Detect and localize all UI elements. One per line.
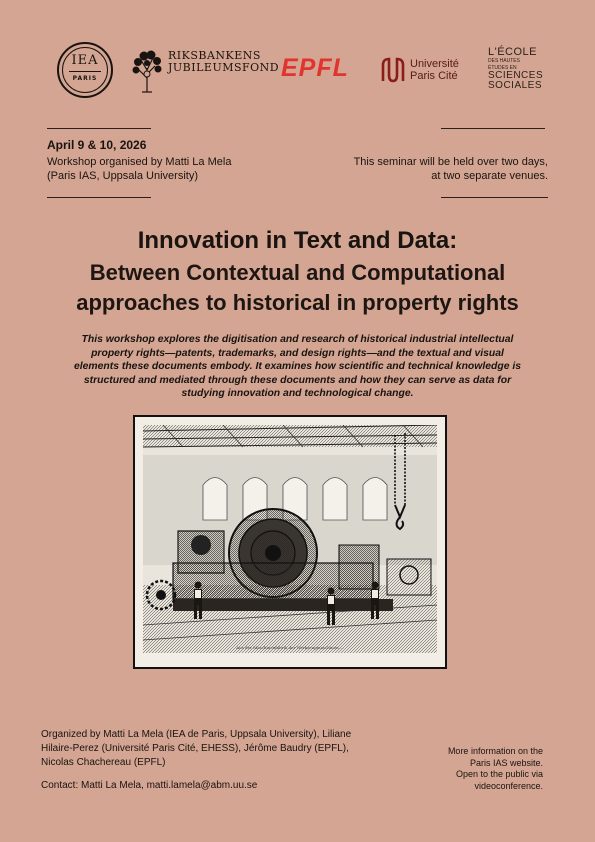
ehess-logo-line5: SOCIALES xyxy=(488,80,543,91)
iea-logo-city: PARIS xyxy=(72,75,98,82)
divider-top-left xyxy=(47,128,151,129)
seminar-note xyxy=(354,155,548,183)
more-info-text xyxy=(413,746,543,792)
divider-bottom-left xyxy=(47,197,151,198)
historical-engraving-image xyxy=(133,415,447,669)
contact-text: Contact: Matti La Mela, matti.lamela@abm.uu.se xyxy=(41,780,258,791)
more-info-line2: Paris IAS website. xyxy=(469,757,543,768)
abstract-text: This workshop explores the digitisation and research of historical industrial intellectual property rights—patents, trademarks, and design rights—and the textual and visual elements these documents embody. It examines how scientific and technical knowledge is structured and mediated through these documents and how they can serve as data for studying innovation and technological change. xyxy=(73,334,522,400)
more-info-line4: videoconference. xyxy=(474,780,543,791)
engraving-caption: Aus der Maschinenfabrik der Werkzeugmaschinen ... xyxy=(236,645,344,650)
ehess-logo-line2: DES HAUTES xyxy=(488,58,520,64)
page-subtitle xyxy=(0,258,595,318)
universite-paris-cite-logo xyxy=(410,58,459,82)
riksbanken-logo-line2: JUBILEUMSFOND xyxy=(168,61,280,74)
event-date: April 9 & 10, 2026 xyxy=(47,138,147,152)
divider-bottom-right xyxy=(441,197,548,198)
iea-paris-logo xyxy=(57,42,113,98)
ehess-logo-line4: SCIENCES xyxy=(488,70,544,81)
riksbanken-logo-line1: RIKSBANKENS xyxy=(168,49,261,62)
organiser-line1: Workshop organised by Matti La Mela xyxy=(47,156,232,168)
more-info-line3: Open to the public via xyxy=(455,769,543,779)
seminar-note-line2: at two separate venues. xyxy=(431,170,548,182)
organiser-line2: (Paris IAS, Uppsala University) xyxy=(47,170,198,182)
ehess-logo xyxy=(488,47,543,91)
organizers-text: Organized by Matti La Mela (IEA de Paris, Uppsala University), Liliane Hilaire-Perez (Université Paris Cité, EHESS), Jérôme Baudry (EPFL), Nicolas Chachereau (EPFL) xyxy=(41,729,352,768)
riksbanken-tree-icon xyxy=(130,48,164,94)
page-title: Innovation in Text and Data: xyxy=(137,227,458,254)
more-info-line1: More information on the xyxy=(447,746,543,756)
subtitle-line1: Between Contextual and Computational xyxy=(89,260,506,285)
subtitle-line2: approaches to historical in property rights xyxy=(76,290,519,315)
upc-logo-line2: Paris Cité xyxy=(410,70,458,82)
factory-engraving-illustration xyxy=(143,425,437,653)
iea-logo-name: IEA xyxy=(71,53,99,68)
riksbanken-logo xyxy=(168,50,279,74)
universite-paris-cite-mark-icon xyxy=(380,57,406,83)
epfl-logo: EPFL xyxy=(281,54,349,82)
ehess-logo-line1: L'ÉCOLE xyxy=(488,46,538,58)
divider-top-right xyxy=(441,128,545,129)
seminar-note-line1: This seminar will be held over two days, xyxy=(353,156,548,168)
workshop-organiser xyxy=(47,155,231,183)
upc-logo-line1: Université xyxy=(410,58,459,70)
ehess-logo-line3: ÉTUDES EN xyxy=(488,64,517,71)
